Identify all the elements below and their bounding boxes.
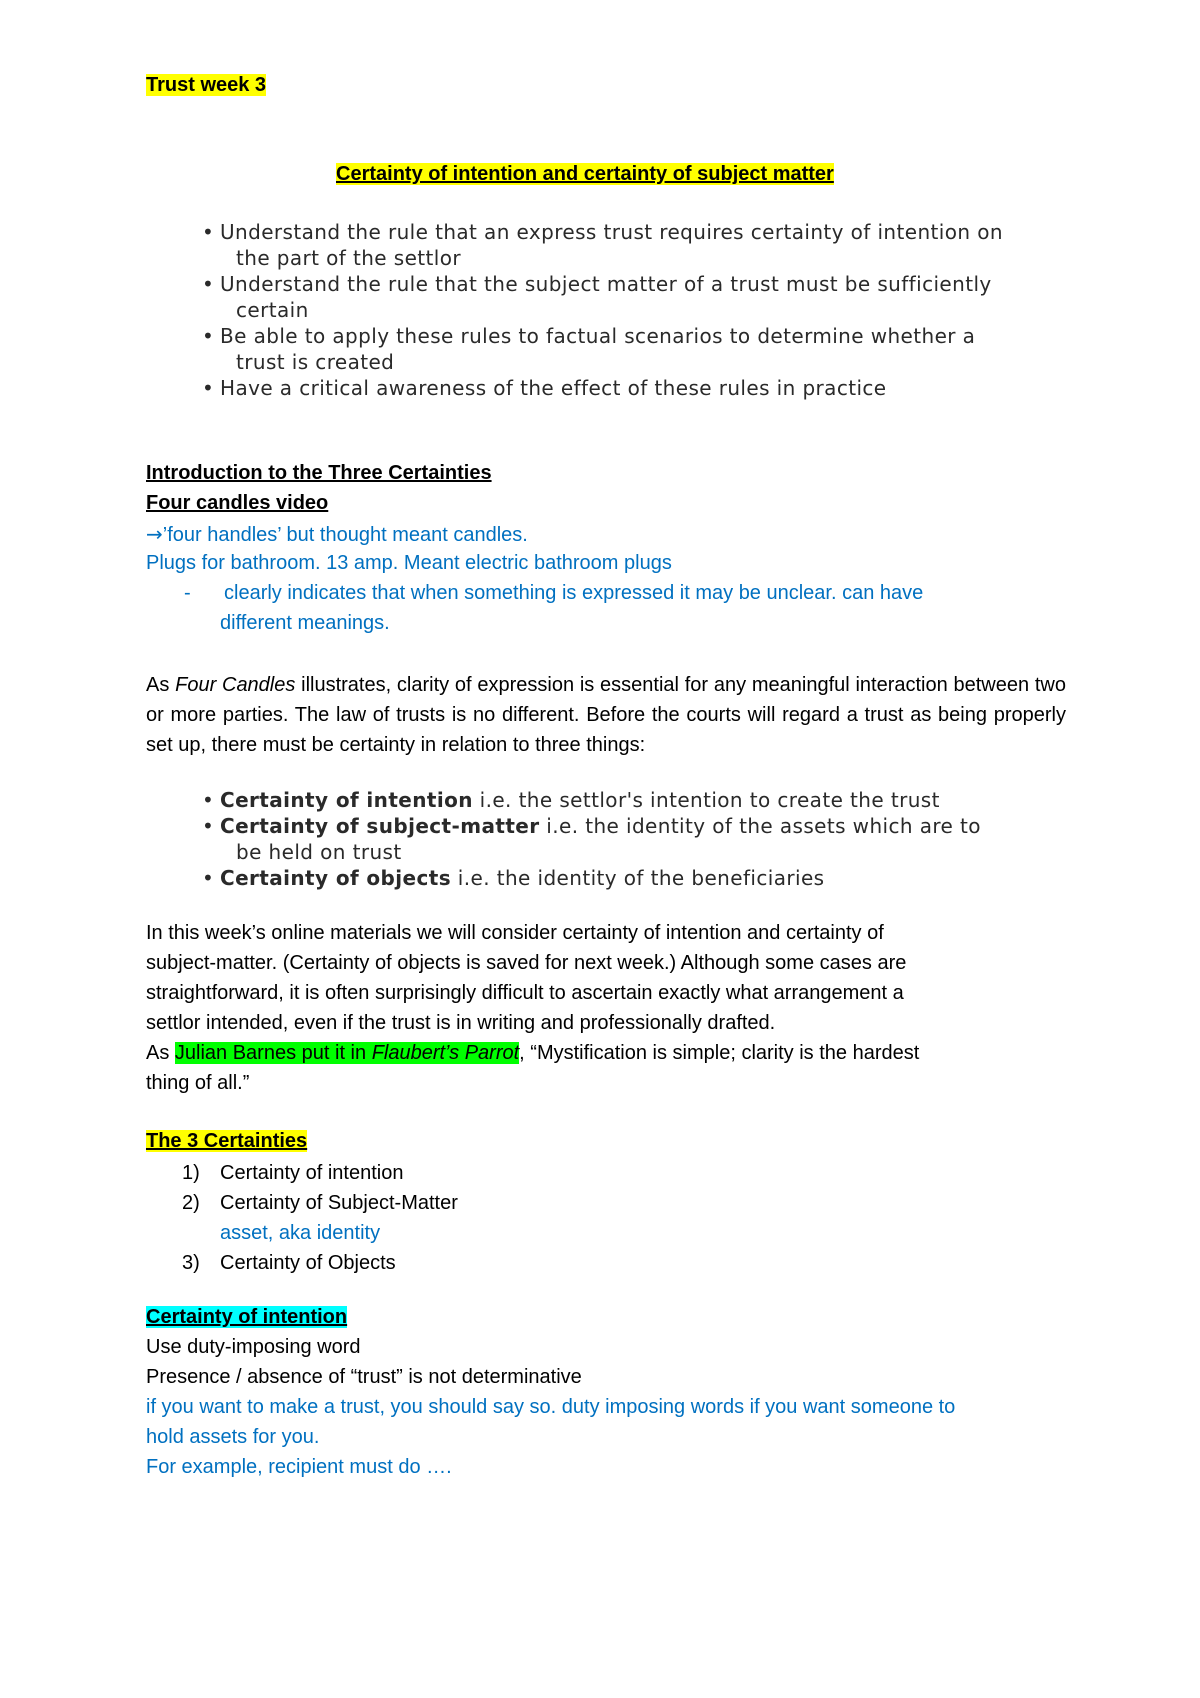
certainty-item: • Certainty of intention i.e. the settlor's intention to create the trust <box>202 787 981 813</box>
certainties-list <box>202 787 981 891</box>
objective-item: • Understand the rule that an express trust requires certainty of intention on the part of the settlor <box>202 219 1003 271</box>
intro-note-3: - clearly indicates that when something is expressed it may be unclear. can have <box>146 582 923 605</box>
intro-heading: Introduction to the Three Certainties <box>146 462 492 484</box>
intro-note-3-cont: different meanings. <box>220 612 390 634</box>
intro-subheading: Four candles video <box>146 492 329 514</box>
coi-line-1: Use duty-imposing word <box>146 1336 361 1358</box>
certainty-item: • Certainty of objects i.e. the identity of the beneficiaries <box>202 865 981 891</box>
para-online-line-2: subject-matter. (Certainty of objects is saved for next week.) Although some cases are <box>146 952 907 974</box>
quote-line-2: thing of all.” <box>146 1072 250 1094</box>
objective-item: • Have a critical awareness of the effect of these rules in practice <box>202 375 1003 401</box>
coi-note-3: For example, recipient must do …. <box>146 1456 452 1478</box>
doc-title: Trust week 3 <box>146 74 267 96</box>
objective-item: • Understand the rule that the subject matter of a trust must be sufficiently certain <box>202 271 1003 323</box>
dash-marker: - <box>184 582 191 604</box>
certainty-item: • Certainty of subject-matter i.e. the identity of the assets which are to be held on trust <box>202 813 981 865</box>
para-online-line-3: straightforward, it is often surprisingly difficult to ascertain exactly what arrangement a <box>146 982 904 1004</box>
intro-note-1: →’four handles’ but thought meant candles. <box>146 522 528 546</box>
para-online-line-4: settlor intended, even if the trust is in writing and professionally drafted. <box>146 1012 776 1034</box>
numbered-note: asset, aka identity <box>220 1222 381 1244</box>
numbered-item: 2) Certainty of Subject-Matter <box>182 1192 458 1214</box>
intro-note-2: Plugs for bathroom. 13 amp. Meant electric bathroom plugs <box>146 552 672 574</box>
coi-note-1: if you want to make a trust, you should say so. duty imposing words if you want someone to <box>146 1396 956 1418</box>
coi-heading: Certainty of intention <box>146 1306 348 1328</box>
three-certainties-list <box>182 1158 458 1278</box>
numbered-item: 1) Certainty of intention <box>182 1162 404 1184</box>
arrow-icon: → <box>146 522 163 546</box>
coi-line-2: Presence / absence of “trust” is not determinative <box>146 1366 582 1388</box>
para-four-candles: As Four Candles illustrates, clarity of expression is essential for any meaningful interaction between two or more parties. The law of trusts is no different. Before the courts will regard a trust as being properly set up, there must be certainty in relation to three things: <box>146 674 1066 756</box>
numbered-item: 3) Certainty of Objects <box>182 1252 396 1274</box>
objectives-list <box>202 219 1003 401</box>
three-certainties-heading: The 3 Certainties <box>146 1130 308 1152</box>
main-heading: Certainty of intention and certainty of subject matter <box>336 163 834 185</box>
objective-item: • Be able to apply these rules to factual scenarios to determine whether a trust is created <box>202 323 1003 375</box>
quote-line-1: As Julian Barnes put it in Flaubert’s Parrot, “Mystification is simple; clarity is the hardest <box>146 1042 920 1064</box>
para-online-line-1: In this week’s online materials we will consider certainty of intention and certainty of <box>146 922 884 944</box>
coi-note-2: hold assets for you. <box>146 1426 320 1448</box>
